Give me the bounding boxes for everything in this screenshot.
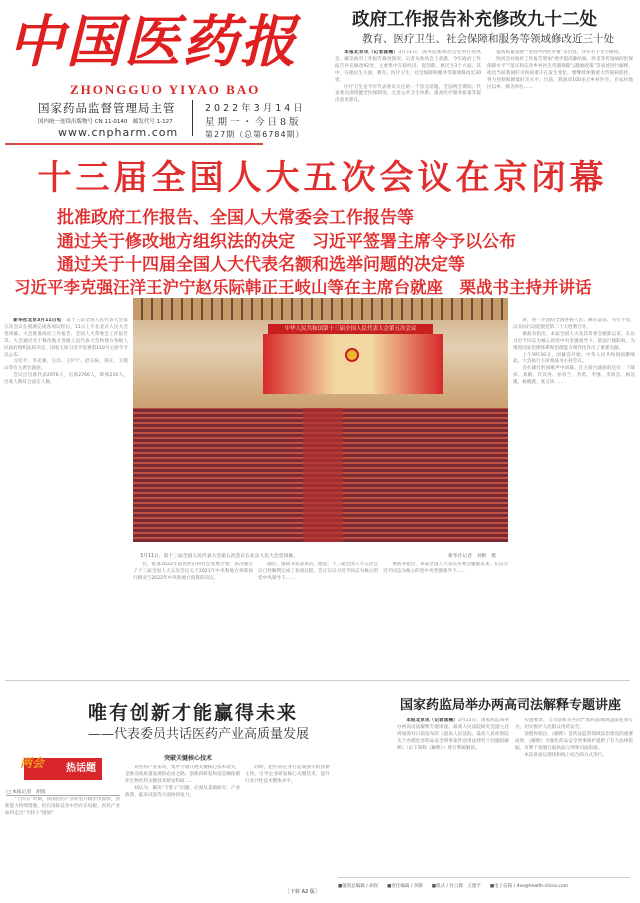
aisle (303, 408, 343, 542)
hot-topic-badge (20, 756, 102, 780)
footer-item: ■责任编辑 / 李静 (387, 884, 423, 889)
paragraph: 习近平、李克强、汪洋、王沪宁、赵乐际、韩正、王岐山等在主席台就座。 (4, 359, 128, 372)
continued-link[interactable]: ［下转 A2 版］ (285, 889, 320, 895)
photo-caption: 3月11日，第十三届全国人民代表大会第五次会议在北京人民大会堂闭幕。 (140, 554, 298, 559)
byline: 本报北京讯（记者落楠） (344, 50, 399, 55)
website-link[interactable]: www.cnpharm.com (58, 126, 179, 139)
lead-subheadline: 习近平李克强汪洋王沪宁赵乐际韩正王岐山等在主席台就座 栗战书主持并讲话 (14, 278, 592, 297)
paragraph: 随后，栗战书发表讲话。他说，十三届全国人大五次会议已经顺利完成了各项议程。会议在以习近平同志为核心的党中央领导下…… (258, 562, 378, 581)
paragraph: 对医药产业来说，集中力量开展关键核心技术攻关，是推动高质量发展的必由之路。创新药研发科技是确保循环生物医药关键技术研发科研…… (125, 765, 240, 784)
lead-subheadline: 通过关于十四届全国人大代表名额和选举问题的决定等 (57, 255, 465, 275)
paragraph: 栗战书指出，本届全国人大及其常委会履职以来，在以习近平同志为核心的党中央坚强领导下，依法行使职权，为推进国家治理体系和治理能力现代化作出了重要贡献。 (513, 331, 635, 351)
ceiling (133, 298, 508, 320)
paragraph: 3月11日，国家药监局举办两高司法解释专题讲座。最高人民法院研究室副主任周加海对日前发布的《最高人民法院、最高人民检察院关于办理危害药品安全刑事案件适用法律若干问题的解释》（以下简称《解释》）进行系统解读。 (397, 718, 509, 751)
dateline: 新华社北京3月11日电 (13, 318, 62, 323)
paragraph: 台，批准2022年国民经济和社会发展计划；表决通过了十三届全国人大五次会议关于2021年中央和地方预算执行情况与2022年中央和地方预算的决议。 (133, 562, 253, 581)
newspaper-logo: 中国医药报 (8, 9, 298, 75)
paragraph: 3月11日，国务院新闻办公室举行吹风会，解读政府工作报告修改情况。记者从吹风会上获悉，今年政府工作报告补充修改92处，主要集中在稳经济、促创新、惠民生3个方面。其中，在惠民生方面，教育、医疗卫生、社会保障和服务等领域修改近30处。 (335, 50, 481, 83)
footer-item: ■值班总编辑 / 胡钗 (338, 884, 379, 889)
lead-headline[interactable]: 十三届全国人大五次会议在京闭幕 (37, 158, 608, 198)
national-emblem-icon (345, 348, 359, 362)
masthead-rule (5, 143, 263, 145)
section-subtitle: 突破关键核心技术 (164, 755, 213, 762)
publisher: 国家药品监督管理局主管 (38, 101, 176, 115)
lead-body-col (258, 562, 378, 668)
lead-body-col (133, 562, 253, 668)
lead-subheadline: 批准政府工作报告、全国人大常委会工作报告等 (57, 208, 414, 228)
lead-body-left (4, 318, 128, 668)
paragraph: 医疗卫生是今年代表委员关注的一个焦点话题。全国两会期间，代表委员围绕健全医保制度、完善公共卫生体系、提高医疗服务质量等提出意见建议。 (335, 84, 481, 104)
byline: 本报北京讯（记者落楠） (406, 718, 458, 723)
paragraph: 徐胜和指出，《解释》是药品监管领域法治建设的重要成果，《解释》为强化药品安全刑事保护提供了有力法律依据，有利于加强行政执法与刑事司法衔接。 (515, 731, 633, 751)
lead-body-col (383, 562, 508, 668)
top-story-headline[interactable]: 政府工作报告补充修改九十二处 (352, 10, 597, 30)
top-story-body-col1 (335, 50, 481, 142)
lecture-headline[interactable]: 国家药监局举办两高司法解释专题讲座 (400, 698, 622, 713)
paragraph: 上午9时30分，闭幕会开始。中华人民共和国国歌响起。大会执行主席栗战书主持会议。 (513, 352, 635, 365)
photo-banner: 中华人民共和国第十三届全国人民代表大会第五次会议 (268, 324, 433, 334)
innovation-body-col3 (245, 765, 330, 877)
footer-item: ■版式 / 付云鹿 王建平 (431, 884, 481, 889)
paragraph: 栗战书指出，本届全国人大及其常委会履职以来，在以习近平同志为核心的党中央坚强领导下…… (383, 562, 508, 574)
paragraph: 本次讲座以现场和线上结合的方式进行。 (524, 752, 607, 758)
weekday-pages: 星期一・今日8版 (205, 117, 302, 128)
innovation-body-col2 (125, 765, 240, 877)
editor-footer (338, 877, 630, 889)
innovation-body-col1 (5, 797, 120, 877)
paragraph: “十四五”时期，我国医药产业转型升级步伐加快，创新能力持续增强，但在国际竞争中仍存在短板。医药产业如何走出“卡脖子”困境？ (5, 797, 120, 816)
paragraph: 会在雄壮的国歌声中闭幕。在主席台就座的还有：丁薛祥、刘鹤、许其亮、孙春兰、李希、李强、李鸿忠、杨洁篪、杨晓渡、张又侠…… (513, 366, 635, 386)
stage (263, 334, 443, 394)
session-photo[interactable] (133, 298, 508, 542)
lecture-body-col2 (515, 718, 633, 873)
footer-email[interactable]: ■电子信箱 / dxs@health-china.com (489, 884, 569, 889)
badge-label: 热话题 (66, 763, 96, 774)
byline: □ 本报记者 胡钗 (6, 788, 120, 796)
paragraph: 提高质量发展”“坚持中西医并重”等内容，并作若干文字修改。 (496, 50, 623, 55)
paragraph: 会议应出席代表2976人，出席2766人，缺席210人，出席人数符合法定人数。 (4, 373, 128, 386)
innovation-headline[interactable]: 唯有创新才能赢得未来 (88, 702, 299, 724)
innovation-subheadline: ——代表委员共话医药产业高质量发展 (88, 727, 310, 742)
paragraph: 初认为，解决“卡脖子”问题，必须从基础研究、产业政策、临床试验等方面协同发力。 (125, 785, 240, 798)
lead-subheadline: 通过关于修改地方组织法的决定 习近平签署主席令予以公布 (57, 232, 516, 252)
badge-prefix: 两会 (20, 756, 45, 770)
paragraph: 实施要求，与司法机关共同严惩药品领域违法犯罪行为，切实维护人民群众用药安全。 (515, 718, 633, 730)
divider (192, 100, 193, 136)
lecture-body-col1 (397, 718, 509, 873)
lead-body-right (513, 318, 635, 668)
issue-number: 第27期（总第6784期） (205, 130, 305, 139)
paragraph: 第十三届全国人民代表大会第五次会议在圆满完成各项议程后，11日上午在北京人民大会堂闭幕。大会批准政府工作报告、全国人大常委会工作报告等。大会通过关于修改地方各级人民代表大会和地方各级人民政府组织法的决定。国家主席习近平签署第110号主席令予以公布。 (4, 318, 128, 358)
paragraph: 同时，把医药企业打造成强大的创新主体，引导企业研发核心关键技术，提升行业共性技术整体水平。 (245, 765, 330, 784)
top-story-body-col2 (487, 50, 633, 142)
logo-pinyin: ZHONGGUO YIYAO BAO (70, 82, 261, 97)
issue-date: 2022年3月14日 (205, 103, 306, 114)
paragraph: 讲，进一步团结全国各族人民，踔厉奋发、笃行不怠，以实际行动迎接党的二十大胜利召开。 (513, 318, 635, 330)
section-divider (5, 680, 630, 681)
photo-credit: 新华社记者 刘彬 摄 (448, 554, 496, 559)
top-story-subheadline: 教育、医疗卫生、社会保障和服务等领域修改近三十处 (362, 33, 614, 45)
paragraph: 吹风会对政府工作报告增加“逐步提高肺结核、肝炎等传染病的医保保障水平”“落实和完善乡村医生待遇保障与激励政策”等表述进行解释，指出当前我国肝炎疾病谱正在发生变化，要继续加强重大传染病防控，努力控制和降低肝炎水平。目前，我国有100多万乡村医生，在农村地区以乡、镇为单位…… (487, 56, 633, 90)
registration: 国内统一连续出版物号 CN 11-0140 邮发代号 1-127 (38, 119, 173, 125)
